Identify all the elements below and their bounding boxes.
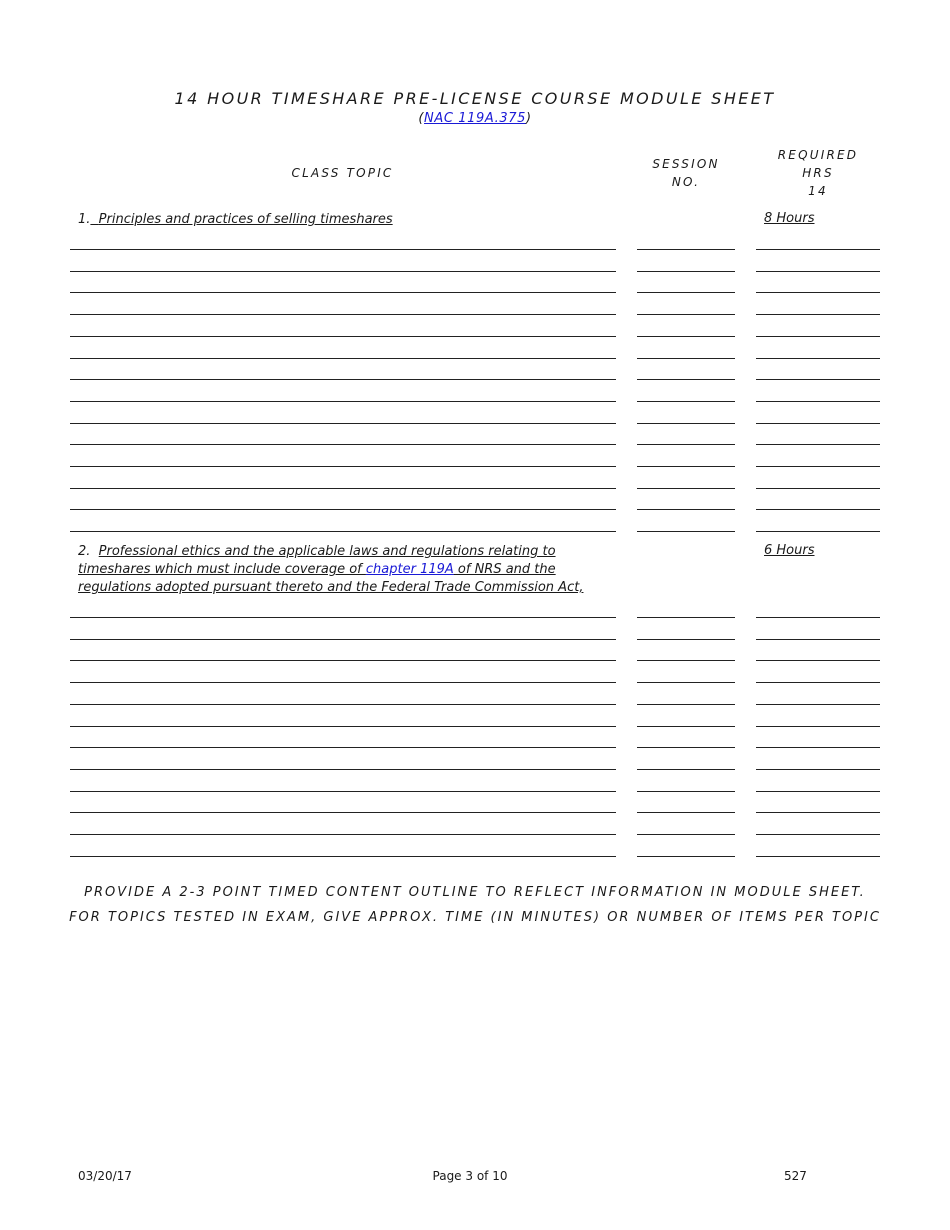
- topic-2-session-line: [637, 791, 735, 792]
- topic-1-topic-line: [70, 444, 616, 445]
- topic-1-hours-line: [756, 423, 880, 424]
- topic-2-session-line: [637, 682, 735, 683]
- topic-2-session-line: [637, 769, 735, 770]
- topic-1-topic-line: [70, 423, 616, 424]
- topic-1-hours-line: [756, 379, 880, 380]
- topic-1-topic-line: [70, 249, 616, 250]
- topic-2-topic-line: [70, 812, 616, 813]
- topic-2-session-line: [637, 660, 735, 661]
- required-header-line2: HRS: [802, 166, 834, 180]
- topic-2-hours-line: [756, 812, 880, 813]
- page-title: 14 HOUR TIMESHARE PRE-LICENSE COURSE MODULE SHEET: [174, 89, 776, 108]
- topic-2-hours-line: [756, 856, 880, 857]
- topic-2-topic-line: [70, 834, 616, 835]
- topic-2-topic-line: [70, 769, 616, 770]
- chapter-119a-link[interactable]: chapter 119A: [365, 562, 454, 577]
- topic-1-session-line: [637, 292, 735, 293]
- topic-1-session-line: [637, 423, 735, 424]
- session-header-line1: SESSION: [652, 157, 720, 171]
- citation-close: ): [525, 111, 532, 126]
- topic-2-session-line: [637, 834, 735, 835]
- topic-1-number: 1.: [78, 212, 91, 227]
- topic-2-topic-line: [70, 726, 616, 727]
- topic-2-topic-line: [70, 791, 616, 792]
- topic-2-topic-line: [70, 639, 616, 640]
- topic-1-session-line: [637, 466, 735, 467]
- topic-1-session-line: [637, 488, 735, 489]
- topic-1-hours-line: [756, 336, 880, 337]
- topic-2-hours-line: [756, 791, 880, 792]
- topic-1-hours-line: [756, 509, 880, 510]
- topic-1-hours-line: [756, 444, 880, 445]
- topic-1-topic-line: [70, 488, 616, 489]
- topic-1-session-line: [637, 379, 735, 380]
- topic-2-hours-line: [756, 704, 880, 705]
- topic-2-topic-line: [70, 617, 616, 618]
- topic-2-topic-line: [70, 856, 616, 857]
- required-header-line1: REQUIRED: [777, 148, 859, 162]
- instruction-line-1: PROVIDE A 2-3 POINT TIMED CONTENT OUTLINE TO REFLECT INFORMATION IN MODULE SHEET.: [84, 885, 866, 900]
- topic-2: [78, 543, 583, 597]
- topic-2-hours-line: [756, 682, 880, 683]
- topic-1-session-line: [637, 401, 735, 402]
- topic-1-session-line: [637, 358, 735, 359]
- topic-2-topic-line: [70, 704, 616, 705]
- topic-2-text-line2-end: of NRS and the: [453, 562, 556, 577]
- topic-2-session-line: [637, 726, 735, 727]
- topic-1-topic-line: [70, 466, 616, 467]
- topic-1-topic-line: [70, 531, 616, 532]
- topic-1-session-line: [637, 314, 735, 315]
- topic-1-hours-line: [756, 401, 880, 402]
- topic-1-hours-line: [756, 314, 880, 315]
- topic-2-number: 2.: [78, 544, 91, 559]
- topic-2-session-line: [637, 856, 735, 857]
- topic-1-session-line: [637, 249, 735, 250]
- required-header-line3: 14: [808, 184, 828, 198]
- topic-2-topic-line: [70, 682, 616, 683]
- topic-2-hours-line: [756, 747, 880, 748]
- topic-1-topic-line: [70, 401, 616, 402]
- nac-citation-link[interactable]: NAC 119A.375: [424, 111, 526, 126]
- topic-1-hours-line: [756, 292, 880, 293]
- topic-2-session-line: [637, 639, 735, 640]
- class-topic-header: CLASS TOPIC: [291, 166, 394, 180]
- topic-1-topic-line: [70, 358, 616, 359]
- topic-2-hours-line: [756, 639, 880, 640]
- topic-1-hours-line: [756, 249, 880, 250]
- topic-2-text-line2: timeshares which must include coverage of: [78, 562, 366, 577]
- topic-1-hours-line: [756, 466, 880, 467]
- topic-2-hours: 6 Hours: [764, 543, 815, 558]
- session-header-line2: NO.: [671, 175, 701, 189]
- footer-date: 03/20/17: [78, 1169, 132, 1183]
- topic-1-session-line: [637, 271, 735, 272]
- topic-2-topic-line: [70, 747, 616, 748]
- topic-2-hours-line: [756, 769, 880, 770]
- topic-1-topic-line: [70, 379, 616, 380]
- topic-2-hours-line: [756, 617, 880, 618]
- topic-1-session-line: [637, 336, 735, 337]
- topic-1-topic-line: [70, 509, 616, 510]
- topic-2-text-line3: regulations adopted pursuant thereto and the Federal Trade Commission Act,: [78, 580, 584, 595]
- topic-2-session-line: [637, 617, 735, 618]
- topic-1-session-line: [637, 531, 735, 532]
- topic-2-topic-line: [70, 660, 616, 661]
- topic-2-session-line: [637, 812, 735, 813]
- citation: [0, 111, 950, 126]
- topic-1-hours-line: [756, 488, 880, 489]
- footer-page-number: Page 3 of 10: [432, 1169, 508, 1183]
- topic-1-hours-line: [756, 271, 880, 272]
- topic-1-text: Principles and practices of selling timeshares: [98, 212, 393, 227]
- instruction-line-2: FOR TOPICS TESTED IN EXAM, GIVE APPROX. TIME (IN MINUTES) OR NUMBER OF ITEMS PER TOPIC: [69, 910, 881, 925]
- topic-1-hours-line: [756, 531, 880, 532]
- topic-1-topic-line: [70, 271, 616, 272]
- topic-1-session-line: [637, 509, 735, 510]
- citation-open: (: [418, 111, 425, 126]
- topic-1-session-line: [637, 444, 735, 445]
- topic-1-topic-line: [70, 336, 616, 337]
- topic-1: [78, 211, 393, 229]
- topic-2-session-line: [637, 747, 735, 748]
- topic-1-hours-line: [756, 358, 880, 359]
- session-header: [636, 155, 736, 191]
- topic-2-text-line1: Professional ethics and the applicable laws and regulations relating to: [98, 544, 556, 559]
- topic-2-hours-line: [756, 660, 880, 661]
- footer-form-number: 527: [784, 1169, 807, 1183]
- topic-1-topic-line: [70, 292, 616, 293]
- topic-1-topic-line: [70, 314, 616, 315]
- required-hrs-header: [768, 146, 868, 200]
- topic-2-hours-line: [756, 834, 880, 835]
- topic-2-hours-line: [756, 726, 880, 727]
- topic-2-session-line: [637, 704, 735, 705]
- topic-1-hours: 8 Hours: [764, 211, 815, 226]
